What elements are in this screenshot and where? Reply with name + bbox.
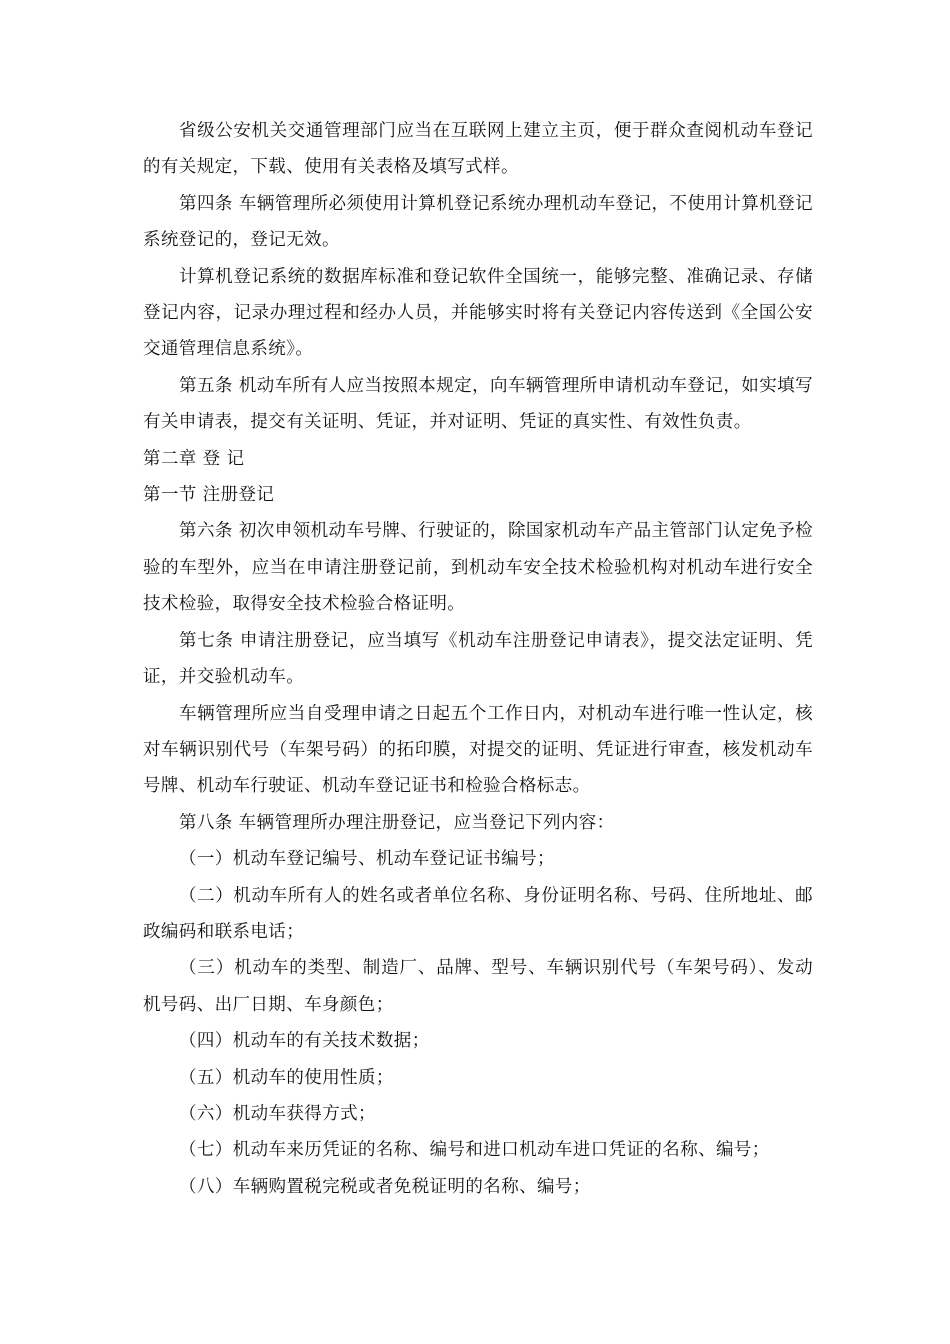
list-item-5: （五）机动车的使用性质； bbox=[179, 1067, 394, 1088]
list-item-8: （八）车辆购置税完税或者免税证明的名称、编号； bbox=[179, 1176, 591, 1197]
list-item-7: （七）机动车来历凭证的名称、编号和进口机动车进口凭证的名称、编号； bbox=[179, 1140, 770, 1161]
list-item-3: （三）机动车的类型、制造厂、品牌、型号、车辆识别代号（车架号码）、发动机号码、出厂日期、车身颜色； bbox=[143, 958, 813, 1015]
paragraph-article-6: 第六条 初次申领机动车号牌、行驶证的，除国家机动车产品主管部门认定免予检验的车型外，应当在申请注册登记前，到机动车安全技术检验机构对机动车进行安全技术检验，取得安全技术检验合格证明。 bbox=[143, 521, 813, 615]
list-item-2: （二）机动车所有人的姓名或者单位名称、身份证明名称、号码、住所地址、邮政编码和联系电话； bbox=[143, 885, 813, 942]
paragraph-provincial-homepage: 省级公安机关交通管理部门应当在互联网上建立主页，便于群众查阅机动车登记的有关规定，下载、使用有关表格及填写式样。 bbox=[143, 121, 813, 178]
list-item-4: （四）机动车的有关技术数据； bbox=[179, 1031, 430, 1052]
list-item-1: （一）机动车登记编号、机动车登记证书编号； bbox=[179, 849, 555, 870]
document-body bbox=[143, 113, 813, 1205]
section-heading: 第一节 注册登记 bbox=[143, 485, 275, 506]
paragraph-article-5: 第五条 机动车所有人应当按照本规定，向车辆管理所申请机动车登记，如实填写有关申请表，提交有关证明、凭证，并对证明、凭证的真实性、有效性负责。 bbox=[143, 375, 813, 433]
paragraph-article-4: 第四条 车辆管理所必须使用计算机登记系统办理机动车登记，不使用计算机登记系统登记的，登记无效。 bbox=[143, 193, 813, 251]
list-item-6: （六）机动车获得方式； bbox=[179, 1103, 376, 1124]
paragraph-processing-period: 车辆管理所应当自受理申请之日起五个工作日内，对机动车进行唯一性认定，核对车辆识别代号（车架号码）的拓印膜，对提交的证明、凭证进行审查，核发机动车号牌、机动车行驶证、机动车登记证书和检验合格标志。 bbox=[143, 703, 813, 797]
chapter-heading: 第二章 登 记 bbox=[143, 448, 245, 469]
paragraph-database-standard: 计算机登记系统的数据库标准和登记软件全国统一，能够完整、准确记录、存储登记内容，记录办理过程和经办人员，并能够实时将有关登记内容传送到《全国公安交通管理信息系统》。 bbox=[143, 266, 813, 360]
paragraph-article-8: 第八条 车辆管理所办理注册登记，应当登记下列内容： bbox=[179, 812, 615, 833]
paragraph-article-7: 第七条 申请注册登记，应当填写《机动车注册登记申请表》，提交法定证明、凭证，并交验机动车。 bbox=[143, 630, 813, 688]
